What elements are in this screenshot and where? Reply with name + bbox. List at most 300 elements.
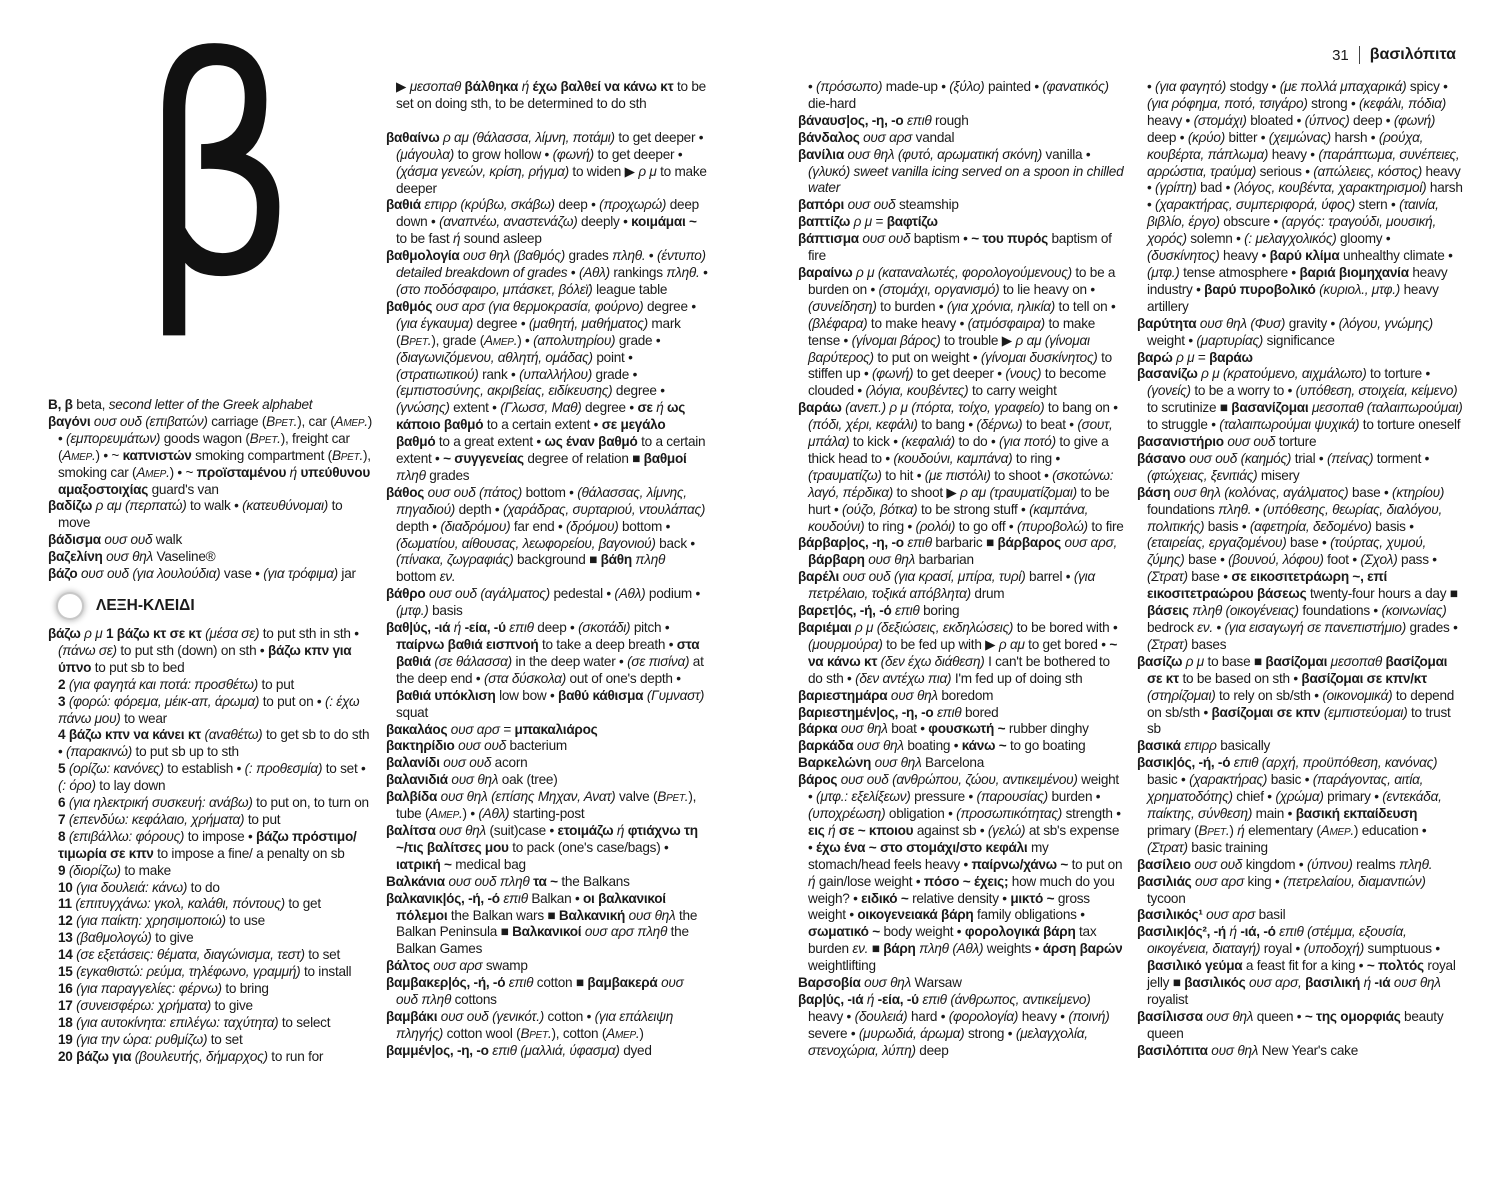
region-label: Βρετ.	[266, 413, 298, 429]
italic-label: (για ρόφημα, ποτό, τσιγάρο)	[1147, 95, 1308, 111]
entry-sense	[48, 947, 373, 964]
bold-term: βαρκάδα	[798, 738, 854, 754]
bold-term: βασίλειο	[1137, 856, 1191, 872]
dictionary-entry	[798, 721, 1126, 738]
bold-term: βαθ|ύς, -ιά	[386, 620, 454, 636]
translation-text: heavy •	[1219, 248, 1270, 264]
translation-text: ) • ~	[169, 464, 197, 480]
translation-text: to get deeper •	[913, 366, 1006, 382]
dictionary-entry	[386, 248, 708, 299]
entry-sense	[48, 677, 373, 694]
bold-term: εις	[808, 822, 829, 838]
italic-label: (γονείς)	[1147, 383, 1191, 399]
bold-term: βάσεις	[1147, 603, 1189, 619]
translation-text: ) •	[462, 806, 479, 822]
italic-label: (κεφαλιά)	[901, 434, 955, 450]
translation-text: heavy industry •	[1147, 264, 1448, 297]
translation-text: gloomy •	[1336, 231, 1391, 247]
bold-term: βάναυσ|ος, -η, -ο	[798, 112, 904, 128]
translation-text: bitter •	[1224, 129, 1269, 145]
translation-text: •	[567, 265, 579, 281]
entry-sense	[48, 795, 373, 812]
bold-term: βαμβακερά	[587, 975, 658, 991]
translation-text: unhealthy climate •	[1339, 248, 1453, 264]
translation-text: primary (	[1147, 822, 1199, 838]
dictionary-entry	[386, 823, 708, 874]
italic-label: (κρύο)	[1187, 129, 1225, 145]
italic-label: (: προθεσμία)	[244, 761, 323, 777]
dictionary-entry	[48, 414, 373, 499]
translation-text: deep •	[554, 197, 600, 213]
italic-label: πληθ.	[666, 265, 700, 281]
translation-text: spicy •	[1406, 79, 1448, 94]
translation-text: to get	[284, 896, 321, 912]
translation-text: bedrock	[1147, 620, 1198, 635]
translation-text: =	[499, 721, 515, 737]
translation-text: deep down •	[396, 197, 699, 230]
translation-text: oak (tree)	[498, 772, 558, 788]
translation-text: grades •	[1406, 620, 1458, 635]
translation-text: boring	[919, 603, 960, 619]
translation-text: realms	[1352, 856, 1399, 872]
bold-term: ως κάποιο βαθμό	[396, 400, 686, 433]
translation-text: stern •	[1355, 197, 1400, 213]
translation-text: basis •	[1371, 518, 1414, 534]
translation-text: weight •	[1147, 332, 1197, 348]
translation-text: smoking compartment (	[191, 447, 332, 463]
dictionary-entry	[386, 299, 708, 485]
translation-text: harsh •	[1330, 129, 1379, 145]
translation-text: to be strong stuff •	[917, 501, 1030, 517]
translation-text: boredom	[937, 687, 994, 703]
bold-term: βάνδαλος	[798, 129, 860, 145]
italic-label: ουσ αρσ (για θερμοκρασία, φούρνο)	[432, 298, 644, 314]
dictionary-entry	[48, 626, 373, 677]
bold-term: βαπόρι	[798, 197, 845, 213]
translation-text: to lie heavy on •	[999, 281, 1095, 297]
translation-text: deep •	[1349, 112, 1394, 128]
bold-term: 3	[58, 693, 66, 709]
translation-text: tax burden	[808, 924, 1097, 957]
italic-label: (για παίκτη: χρησιμοποιώ)	[72, 913, 226, 929]
italic-label: (θάλασσας, λίμνης, πηγαδιού)	[396, 484, 687, 517]
translation-text: cotton ■	[533, 975, 588, 991]
italic-label: (για τρόφιμα)	[263, 566, 338, 582]
bold-term: 5	[58, 761, 66, 777]
italic-label: (παράγοντας, αιτία, χρηματοδότης)	[1147, 772, 1424, 805]
bold-term: φορολογικά βάρη	[964, 924, 1076, 940]
bold-term: βαριέμαι	[798, 620, 852, 635]
translation-text: to base ■	[1204, 653, 1266, 669]
italic-label: (ούζο, βότκα)	[842, 501, 918, 517]
italic-label: ουσ ουδ (για κρασί, μπίρα, τυρί)	[839, 569, 1026, 585]
italic-label: (τούρτας, χυμού, ζύμης)	[1147, 535, 1427, 568]
bold-term: τα ~	[533, 873, 558, 889]
translation-text: to put on, to turn on	[252, 795, 369, 811]
translation-text: to carry weight	[968, 383, 1057, 399]
italic-label: (προχωρώ)	[599, 197, 667, 213]
italic-label: ρ αμ (τραυματίζομαι)	[960, 484, 1077, 500]
translation-text: heavy •	[808, 1008, 855, 1024]
bold-term: βαρετ|ός, -ή, -ό	[798, 603, 892, 619]
italic-label: ουσ ουδ	[1223, 434, 1276, 450]
bold-term: βαρύ κλίμα	[1269, 248, 1340, 264]
translation-text: ) •	[517, 332, 534, 348]
italic-label: ουσ αρσ,	[1245, 975, 1306, 991]
italic-label: (μέσα σε)	[201, 625, 260, 641]
bold-term: βαζελίνη	[48, 549, 103, 565]
translation-text: queen •	[1253, 1008, 1305, 1024]
translation-text: barbarian	[915, 552, 974, 568]
translation-text: the Balkan Peninsula ■	[396, 907, 698, 940]
translation-text: to give	[151, 930, 194, 946]
italic-label: (ποινή)	[1068, 1008, 1110, 1024]
bold-term: σε	[637, 400, 657, 416]
bold-term: βαμβάκι	[386, 1008, 438, 1024]
italic-label: ή	[289, 464, 297, 480]
translation-text: grades	[425, 467, 470, 483]
italic-label: επιθ	[891, 603, 920, 619]
italic-label: (συνεισφέρω: χρήματα)	[72, 997, 211, 1013]
dictionary-entry	[1137, 907, 1463, 924]
italic-label: (σε πισίνα)	[627, 653, 690, 669]
header-divider	[1359, 46, 1360, 64]
translation-text: torture	[1275, 434, 1317, 450]
translation-text: valve (	[615, 789, 658, 805]
bold-term: ~ του πυρός	[971, 231, 1048, 247]
translation-text: to be a burden on •	[808, 264, 1116, 297]
italic-label: ουσ θηλ	[860, 975, 912, 991]
italic-label: (μαρτυρίας)	[1196, 332, 1264, 348]
entry-sense	[48, 761, 373, 795]
translation-text: bloated •	[1246, 112, 1305, 128]
translation-text: degree of relation ■	[523, 451, 644, 467]
dictionary-entry	[798, 535, 1126, 569]
translation-text: degree •	[612, 383, 665, 399]
translation-text: obscure •	[1219, 214, 1282, 230]
italic-label: second letter of the Greek alphabet	[108, 397, 313, 412]
italic-label: ουσ θηλ	[625, 907, 676, 923]
translation-text: =	[1194, 349, 1210, 365]
translation-text: vandal	[912, 129, 955, 145]
italic-label: ή	[521, 79, 529, 94]
bold-term: -ιά	[1370, 975, 1391, 991]
italic-label: (για αυτοκίνητα: επιλέγω: ταχύτητα)	[72, 1014, 279, 1030]
bold-term: βαγόνι	[48, 413, 91, 429]
italic-label: ουσ ουδ	[858, 231, 911, 247]
region-label: Αμερ.	[136, 464, 170, 480]
italic-label: (για επάλειψη πληγής)	[396, 1008, 674, 1041]
italic-label: (διαδρόμου)	[440, 518, 511, 534]
translation-text: royal jelly ■	[1147, 958, 1456, 991]
translation-text: to take a deep breath •	[538, 637, 677, 652]
italic-label: (σε εξετάσεις: θέματα, διαγώνισμα, τεστ)	[72, 947, 305, 963]
italic-label: (Αθλ)	[578, 265, 610, 281]
italic-label: (εμπιστοσύνης, ακριβείας, ειδίκευσης)	[396, 383, 613, 399]
translation-text: •	[1147, 79, 1156, 94]
italic-label: ουσ ουδ	[439, 755, 492, 771]
italic-label: ουσ θηλ (κολόνας, αγάλματος)	[1170, 484, 1349, 500]
translation-text: to bang •	[917, 417, 977, 433]
dictionary-entry	[1137, 874, 1463, 908]
translation-text: vanilla •	[1042, 146, 1091, 162]
italic-label: εν.	[439, 569, 456, 585]
bold-term: βάζο	[48, 566, 78, 582]
italic-label: ουσ αρσ	[859, 129, 913, 145]
dictionary-entry	[1137, 1009, 1463, 1043]
translation-text: main •	[1252, 805, 1296, 821]
column-2	[386, 79, 708, 1060]
bold-term: βάθος	[386, 484, 425, 500]
bold-term: Βαλκάνια	[386, 873, 445, 889]
entry-sense	[48, 981, 373, 998]
dictionary-entry	[1137, 451, 1463, 485]
italic-label: (μάγουλα)	[396, 146, 455, 162]
translation-text: to go boating	[1006, 738, 1086, 754]
bold-term: βαθιά υπόκλιση	[396, 687, 496, 703]
italic-label: (επιτυγχάνω: γκολ, καλάθι, πόντους)	[71, 896, 285, 912]
translation-text: ) • ~	[95, 447, 123, 463]
italic-label: (με πιστόλι)	[924, 467, 991, 483]
bold-term: κοιμάμαι ~	[631, 214, 697, 230]
translation-text: sound asleep	[460, 231, 542, 247]
entry-continuation	[1137, 79, 1463, 316]
translation-text: to impose •	[184, 828, 256, 844]
italic-label: (πάνω σε)	[58, 642, 117, 658]
italic-label: (επιβάλλω: φόρους)	[65, 828, 185, 844]
italic-label: (Γυμναστ)	[643, 687, 705, 703]
translation-text: to be bored with •	[1013, 620, 1118, 635]
italic-label: (πρόσωπο)	[816, 79, 883, 94]
bold-term: ~ της ομορφιάς	[1304, 1008, 1401, 1024]
italic-label: (γελώ)	[987, 822, 1026, 838]
italic-label: (ύπνος)	[1304, 112, 1350, 128]
italic-label: επιθ	[505, 975, 534, 991]
bold-term: βαρ|ύς, -ιά	[798, 991, 867, 1007]
translation-text: ) •	[58, 413, 373, 446]
italic-label: επιθ (αρχή, προϋπόθεση, κανόνας)	[1230, 755, 1438, 771]
translation-text: to put on weight •	[873, 349, 981, 365]
italic-label: εν.	[1197, 620, 1213, 635]
translation-text: to do	[187, 879, 220, 895]
entry-sense	[48, 998, 373, 1015]
bold-term: σε ~ κποιου	[835, 822, 914, 838]
italic-label: ουσ θηλ	[1207, 1042, 1259, 1058]
translation-text: cottons	[451, 992, 497, 1008]
bold-term: παίρνω βαθιά εισπνοή	[396, 637, 539, 652]
dictionary-entry	[386, 975, 708, 1009]
translation-text: starting-post	[509, 806, 585, 822]
region-label: Βρετ.	[520, 1025, 552, 1041]
bold-term: 16	[58, 981, 73, 996]
italic-label: ουσ ουδ (αγάλματος)	[425, 586, 550, 602]
translation-text: ), smoking car (	[58, 447, 371, 480]
region-label: Αμερ.	[429, 806, 463, 822]
translation-text: foundations •	[1298, 603, 1382, 619]
bold-term: βαριά βιομηχανία	[1299, 264, 1409, 280]
bold-term: βαμμέν|ος, -η, -ο	[386, 1042, 489, 1058]
region-label: Βρετ.	[1198, 822, 1230, 838]
italic-label: ρ αμ	[998, 636, 1025, 652]
translation-text: bottom	[396, 569, 440, 585]
translation-text: deep •	[1147, 129, 1188, 145]
bold-term: βάση	[1137, 484, 1171, 500]
italic-label: (υπαλλήλου)	[519, 366, 592, 382]
dictionary-entry	[1137, 316, 1463, 350]
bold-term: βαθμός	[386, 298, 433, 314]
translation-text: bacterium	[506, 738, 567, 754]
italic-label: επιρρ (κρύβω, σκάβω)	[420, 197, 555, 213]
bold-term: βάρος	[798, 772, 838, 788]
bold-term: 11	[58, 896, 72, 912]
italic-label: (αναθέτω)	[200, 727, 263, 743]
translation-text: to wear	[120, 710, 167, 726]
italic-label: (λόγος, κουβέντα, χαρακτηρισμοί)	[1233, 180, 1427, 196]
translation-text: to walk •	[186, 498, 243, 514]
translation-text: drum	[970, 586, 1005, 602]
italic-label: (νους)	[1005, 366, 1042, 382]
dictionary-entry	[798, 231, 1126, 265]
bold-term: 8	[58, 828, 66, 844]
translation-text: trial •	[1291, 450, 1327, 466]
italic-label: ουσ αρσ	[447, 721, 500, 737]
bold-term: 15	[58, 964, 73, 980]
bold-term: βασιλόπιτα	[1137, 1042, 1208, 1058]
bold-term: 18	[58, 1014, 73, 1030]
translation-text: harsh •	[1147, 180, 1463, 213]
italic-label: (βουλευτής, δήμαρχος)	[131, 1048, 268, 1064]
region-label: Βρετ.	[249, 430, 281, 446]
translation-text: acorn	[491, 755, 528, 771]
dictionary-entry	[798, 603, 1126, 620]
bold-term: προϊσταμένου	[196, 464, 290, 480]
italic-label: (υπόθεσης, θεωρίας, διαλόγου, πολιτικής)	[1147, 501, 1442, 534]
translation-text: deep •	[533, 620, 579, 636]
translation-text: to do •	[954, 434, 1000, 450]
translation-text: misery	[1257, 467, 1300, 483]
bold-term: 6	[58, 795, 66, 811]
translation-text: point •	[592, 349, 633, 365]
translation-text: to put sth in sth •	[259, 625, 359, 641]
bold-term: βασιλικ|ός², -ή	[1137, 924, 1230, 940]
bold-term: βάζω πρόστιμο/τιμωρία σε κπν	[58, 828, 357, 861]
italic-label: (υποδοχή)	[1303, 941, 1365, 957]
bold-term: 9	[58, 862, 66, 878]
italic-label: ρ μ	[1182, 653, 1205, 669]
translation-text: to make	[120, 862, 171, 878]
italic-label: πληθ	[396, 467, 426, 483]
translation-text: pitch •	[630, 620, 670, 636]
translation-text: to run for	[267, 1048, 324, 1064]
dictionary-entry	[1137, 350, 1463, 367]
bold-term: 20 βάζω για	[58, 1048, 132, 1064]
translation-text: burden •	[1047, 789, 1101, 805]
italic-label: (τραυματίζω)	[808, 467, 882, 483]
bold-term: βαρέλι	[798, 569, 840, 585]
dictionary-entry	[798, 130, 1126, 147]
italic-label: (Γλωσσ, Μαθ)	[500, 400, 582, 416]
italic-label: (κτηρίου)	[1392, 484, 1445, 500]
bold-term: -εία, -ύ	[461, 620, 506, 636]
bold-term: βαραίνω	[798, 264, 853, 280]
italic-label: (για φαγητά και ποτά: προσθέτω)	[65, 676, 259, 692]
italic-label: (δεν αντέχω πια)	[855, 670, 952, 686]
bold-term: 7	[58, 811, 66, 827]
italic-label: (στηρίζομαι)	[1147, 687, 1216, 703]
italic-label: (φορολογία)	[948, 1008, 1019, 1024]
italic-label: ή	[1237, 822, 1245, 838]
italic-label: ή	[452, 231, 461, 247]
translation-text: extent •	[449, 400, 501, 416]
bold-term: βάσανο	[1137, 450, 1186, 466]
italic-label: (φωνή)	[1393, 112, 1436, 128]
bold-term: ~ πολτός	[1366, 958, 1424, 974]
italic-label: επιθ (άνθρωπος, αντικείμενο)	[918, 991, 1091, 1007]
italic-label: (στρατιωτικού)	[396, 366, 479, 382]
bold-term: βαλκανικ|ός, -ή, -ό	[386, 890, 500, 906]
translation-text: to impose a fine/ a penalty on sb	[153, 845, 345, 861]
bold-term: κάνω ~	[961, 738, 1007, 754]
region-label: Αμερ.	[606, 1025, 640, 1041]
italic-label: πληθ (οικογένειας)	[1188, 603, 1299, 619]
italic-label: (μυρωδιά, άρωμα)	[858, 1025, 965, 1041]
translation-text: to a great extent •	[435, 434, 545, 450]
translation-text: ▶	[396, 79, 410, 94]
italic-label: (ταλαιπωρούμαι ψυχικά)	[1219, 417, 1360, 433]
translation-text: king •	[1244, 873, 1284, 889]
bold-term: βαρύτητα	[1137, 315, 1197, 331]
italic-label: μεσοπαθ (ταλαιπωρούμαι)	[1308, 400, 1463, 416]
bold-term: βαθύ κάθισμα	[558, 687, 644, 703]
translation-text: =	[871, 214, 887, 230]
bold-term: βάρβαρη	[808, 552, 865, 568]
italic-label: ουσ αρσ πληθ	[581, 924, 668, 940]
translation-text: at sb's expense •	[808, 822, 1120, 855]
entry-continuation	[386, 79, 708, 113]
italic-label: ουσ ουδ (επιβατών)	[90, 413, 208, 429]
translation-text: to put sb up to sth	[132, 744, 239, 760]
translation-text: obligation •	[885, 805, 957, 821]
bold-term: βάζω κπν για ύπνο	[58, 642, 352, 675]
italic-label: (επενδύω: κεφάλαιο, χρήματα)	[65, 811, 245, 827]
translation-text: against sb •	[913, 822, 988, 838]
italic-label: ρ αμ (γίνομαι βαρύτερος)	[808, 332, 1090, 365]
translation-text: to establish •	[163, 761, 245, 777]
italic-label: (δωματίου, αίθουσας, λεωφορείου, βαγονιού)	[396, 535, 656, 551]
bold-term: ως έναν βαθμό	[544, 434, 638, 450]
bold-term: βαριεστημέν|ος, -η, -ο	[798, 704, 934, 720]
italic-label: (κυριολ., μτφ.)	[1315, 281, 1401, 297]
italic-label: (στα δύσκολα)	[483, 670, 567, 686]
translation-text: how much do you weigh? •	[808, 873, 1115, 906]
translation-text: serious •	[1256, 163, 1314, 179]
translation-text: to widen ▶	[568, 163, 639, 179]
bold-term: βασικά	[1137, 738, 1181, 754]
italic-label: (ρολόι)	[915, 518, 956, 534]
dictionary-entry	[798, 992, 1126, 1060]
translation-text: depth •	[455, 501, 503, 517]
bold-term: βάδισμα	[48, 532, 101, 548]
dictionary-entry	[48, 566, 373, 583]
italic-label: ουσ αρσ	[429, 958, 483, 974]
translation-text: strong •	[1307, 95, 1360, 111]
translation-text: heavy •	[1147, 112, 1194, 128]
italic-label: επιθ (στέμμα, εξουσία, οικογένεια, διαταγή)	[1147, 924, 1407, 957]
italic-label: επιρρ	[1180, 738, 1217, 754]
translation-text: significance	[1263, 332, 1335, 348]
italic-label: επιθ	[903, 112, 932, 128]
translation-text: to put	[258, 676, 295, 692]
